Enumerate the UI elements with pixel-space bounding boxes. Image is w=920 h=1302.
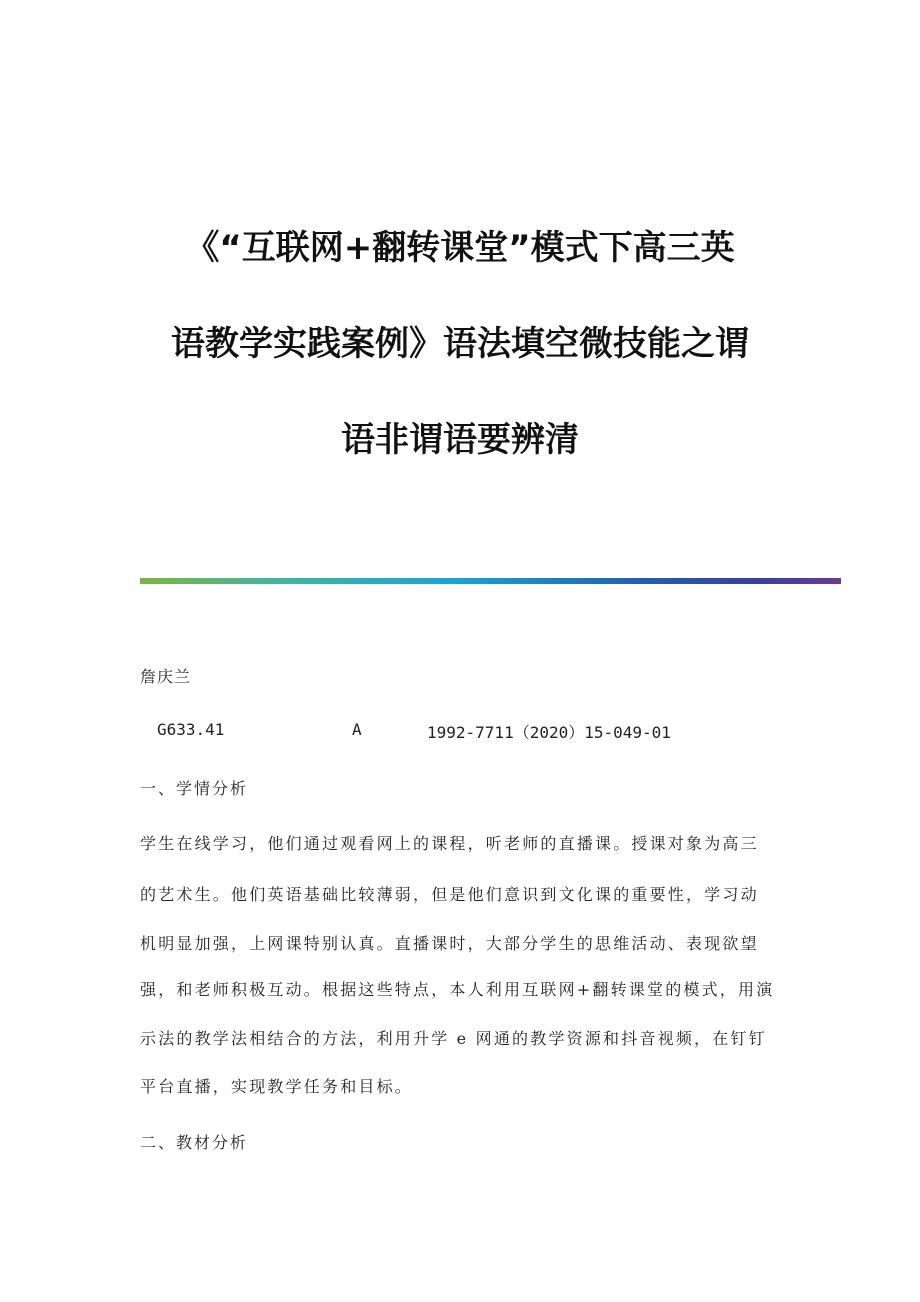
paragraph-line: 示法的教学法相结合的方法，利用升学 e 网通的教学资源和抖音视频，在钉钉 — [140, 1029, 767, 1048]
paragraph-line: 强，和老师积极互动。根据这些特点，本人利用互联网+翻转课堂的模式，用演 — [140, 980, 775, 999]
gradient-divider — [140, 578, 841, 584]
article-id: 1992-7711（2020）15-049-01 — [427, 723, 671, 742]
document-code: A — [352, 720, 362, 739]
classification-number: G633.41 — [157, 720, 225, 739]
section-heading-2: 二、教材分析 — [140, 1133, 249, 1152]
document-title-line-3: 语非谓语要辨清 — [341, 420, 579, 460]
paragraph-line: 机明显加强，上网课特别认真。直播课时，大部分学生的思维活动、表现欲望 — [140, 934, 759, 953]
document-title-line-2: 语教学实践案例》语法填空微技能之谓 — [171, 324, 749, 364]
paragraph-line: 的艺术生。他们英语基础比较薄弱，但是他们意识到文化课的重要性，学习动 — [140, 885, 759, 904]
section-heading-1: 一、学情分析 — [140, 779, 249, 798]
document-title-line-1: 《“互联网+翻转课堂”模式下高三英 — [185, 228, 735, 268]
paragraph-line: 学生在线学习，他们通过观看网上的课程，听老师的直播课。授课对象为高三 — [140, 834, 759, 853]
author-name: 詹庆兰 — [140, 667, 192, 686]
paragraph-line: 平台直播，实现教学任务和目标。 — [140, 1077, 414, 1096]
